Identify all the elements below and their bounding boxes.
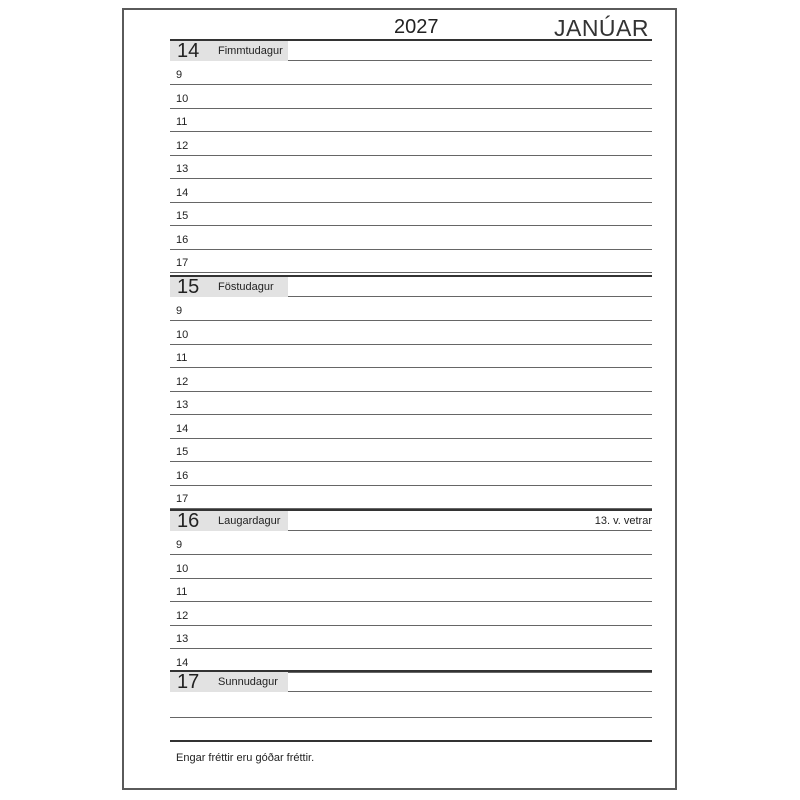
hour-label: 10 <box>176 92 189 105</box>
hour-label: 12 <box>176 139 189 152</box>
day-name: Laugardagur <box>218 515 281 527</box>
hour-label: 11 <box>176 352 188 364</box>
hour-label: 15 <box>176 446 189 458</box>
hour-label: 11 <box>176 586 188 598</box>
hour-row[interactable] <box>170 415 652 439</box>
hour-label: 16 <box>176 469 189 482</box>
hour-label: 13 <box>176 633 189 645</box>
month-label: JANÚAR <box>553 15 649 41</box>
hour-row[interactable] <box>170 226 652 250</box>
hour-row[interactable] <box>170 202 652 226</box>
hour-label: 11 <box>176 116 188 128</box>
hour-label: 9 <box>176 539 183 551</box>
day-header <box>170 670 652 694</box>
hour-label: 14 <box>176 656 189 669</box>
hour-row[interactable] <box>170 85 652 109</box>
day-name: Föstudagur <box>218 281 274 293</box>
hour-row[interactable] <box>170 578 652 602</box>
hour-label: 10 <box>176 562 189 575</box>
hour-label: 14 <box>176 422 189 435</box>
hour-label: 15 <box>176 210 189 222</box>
hour-label: 9 <box>176 69 183 81</box>
planner-page <box>122 8 677 790</box>
hour-row[interactable] <box>170 625 652 649</box>
hour-row[interactable] <box>170 155 652 179</box>
hour-row[interactable] <box>170 321 652 345</box>
day-header <box>170 275 652 299</box>
hour-row[interactable] <box>170 61 652 85</box>
day-header <box>170 39 652 63</box>
hour-row[interactable] <box>170 602 652 626</box>
hour-row[interactable] <box>170 344 652 368</box>
hour-row[interactable] <box>170 531 652 555</box>
hour-label: 10 <box>176 328 189 341</box>
hour-label: 9 <box>176 305 183 317</box>
day-name: Sunnudagur <box>218 676 278 688</box>
hour-label: 13 <box>176 399 189 411</box>
day-number: 14 <box>177 40 200 62</box>
hour-row[interactable] <box>170 179 652 203</box>
hour-row[interactable] <box>170 649 652 673</box>
hour-row[interactable] <box>170 249 652 273</box>
hour-row[interactable] <box>170 108 652 132</box>
writing-line[interactable] <box>170 717 652 718</box>
hour-label: 13 <box>176 163 189 175</box>
day-header <box>170 509 652 533</box>
hour-label: 17 <box>176 257 189 269</box>
hour-row[interactable] <box>170 368 652 392</box>
hour-row[interactable] <box>170 297 652 321</box>
hour-row[interactable] <box>170 485 652 509</box>
hour-label: 14 <box>176 186 189 199</box>
hour-row[interactable] <box>170 555 652 579</box>
hour-label: 17 <box>176 493 189 505</box>
hour-row[interactable] <box>170 132 652 156</box>
hour-row[interactable] <box>170 462 652 486</box>
footer-quote: Engar fréttir eru góðar fréttir. <box>176 752 315 764</box>
year-label: 2027 <box>394 16 439 38</box>
day-note: 13. v. vetrar <box>594 515 652 527</box>
hour-row[interactable] <box>170 438 652 462</box>
day-underline <box>288 691 652 692</box>
hour-row[interactable] <box>170 391 652 415</box>
day-number: 17 <box>177 671 200 693</box>
day-number: 16 <box>177 510 200 532</box>
day-number: 15 <box>177 276 200 298</box>
bottom-rule <box>170 740 652 742</box>
hour-label: 12 <box>176 375 189 388</box>
hour-label: 16 <box>176 233 189 246</box>
hour-label: 12 <box>176 609 189 622</box>
day-name: Fimmtudagur <box>218 45 283 57</box>
